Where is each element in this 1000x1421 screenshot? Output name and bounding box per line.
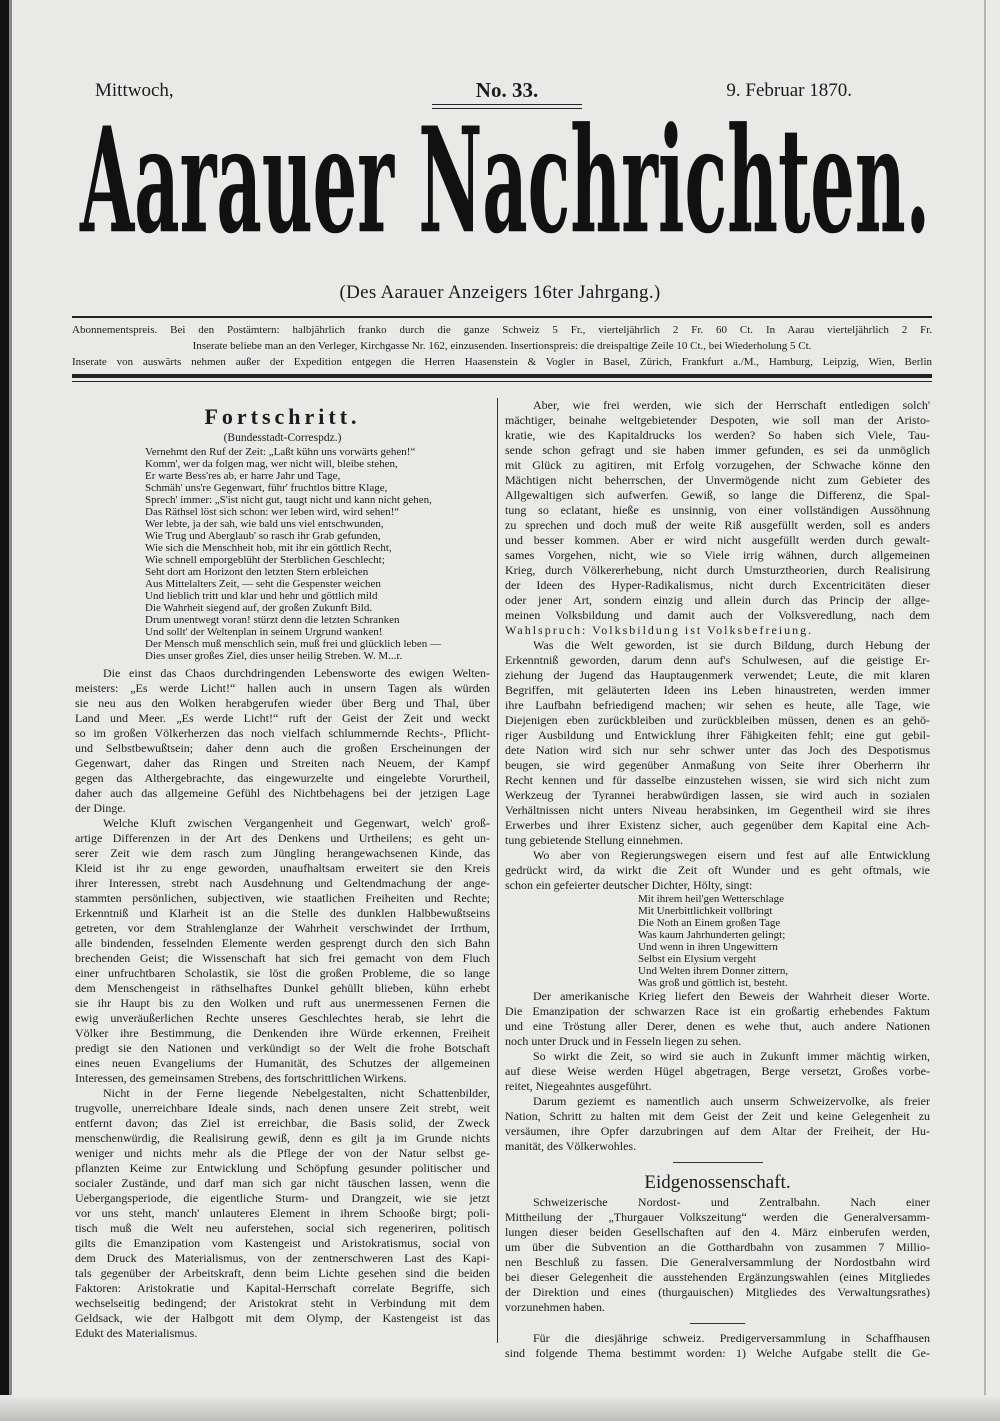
article-byline: (Bundesstadt-Correspdz.)	[223, 432, 342, 444]
text-line: Gegenwart, daher das Ringen und Streiten nach Neuem, der Kampf	[75, 756, 490, 770]
text-line: artige Differenzen in der Art des Denkens und Urtheilens; es geht un-	[75, 831, 490, 845]
poem-line: Wie sich die Menschheit hob, mit ihr ein göttlich Recht,	[145, 542, 392, 554]
poem-line: Sprech' immer: „S'ist nicht gut, taugt nicht und kann nicht gehen,	[145, 494, 432, 506]
text-line: bei dieser Gelegenheit die ausstehenden Ergänzungswahlen (eines Mitgliedes	[505, 1270, 930, 1284]
poem-line: Wie schnell emporgeblüht der Sterblichen Geschlecht;	[145, 554, 385, 566]
text-line: getreten, vor dem Strahlenglanze der Wahrheit verschwindet der Irrthum,	[75, 921, 490, 935]
text-line: schon ein gefeierter deutscher Dichter, Hölty, singt:	[505, 878, 753, 892]
text-line: serer Zeit wie dem rasch zum Jüngling herangewachsenen Kinde, das	[75, 846, 490, 860]
text-line: Faktoren: Aristokratie und Kapital-Herrschaft correlate Begriffe, sich	[75, 1281, 490, 1295]
text-line: Werkzeug der Tyrannei herabwürdigen lassen, sie wird auch in sozialen	[505, 788, 930, 802]
text-line: sende schon gefragt und sie haben immer gefunden, es sei da unmöglich	[505, 443, 930, 457]
text-line: Nicht in der Ferne liegende Nebelgestalten, nicht Schattenbilder,	[103, 1086, 490, 1100]
text-line: pflanzten Keime zur Entwicklung und Schöpfung gesunder politischer und	[75, 1161, 490, 1175]
poem-line: Drum unentwegt voran! stürzt denn die letzten Schranken	[145, 614, 400, 626]
agents-info: Inserate von auswärts nehmen außer der Expedition entgegen die Herren Haasenstein & Vogler in Basel, Zürich, Frankfurt a./M., Hamburg, Leipzig, Wien, Berlin	[72, 356, 932, 368]
text-line: auf diese Weise werden Hügel abgetragen, Berge versetzt, Großes vorbe-	[505, 1064, 930, 1078]
text-line: nen Beschluß zu fassen. Die Generalversammlung der Nordostbahn wird	[505, 1255, 930, 1269]
text-line: daher auch das allgemeine Gefühl des Nichtbehagens bei der jetzigen Lage	[75, 786, 490, 800]
text-line: der Direktion und eines (thurgauischen) Mitgliedes des Verwaltungsrathes)	[505, 1285, 930, 1299]
text-line: gedrückt wird, da wirkt die Zeit oft Wunder und es geht oftmals, wie	[505, 863, 930, 877]
text-line: und besser kommen. Aber er wird nicht ausgefüllt werden durch gewalt-	[505, 533, 930, 547]
text-line: socialer Zustände, und darf man sich gar nicht täuschen lassen, wenn die	[75, 1176, 490, 1190]
text-line: lungen dieser beiden Gesellschaften auf den 4. März einberufen werden,	[505, 1225, 930, 1239]
scan-edge-right	[984, 0, 986, 1421]
text-line: versäumen, ihre Opfer darzubringen auf dem Altar der Freiheit, der Hu-	[505, 1124, 930, 1138]
text-line: Interessen, des gemeinsamen Strebens, des fortschrittlichen Wirkens.	[75, 1071, 407, 1085]
text-line: sind folgende Thema bestimmt worden: 1) Welche Aufgabe stellt die Ge-	[505, 1346, 930, 1360]
poem-block	[505, 893, 930, 989]
text-line: Kleid ist ihr zu enge geworden, unaufhaltsam erweitert sie den Kreis	[75, 861, 490, 875]
paragraph	[505, 1195, 930, 1315]
text-line: Völker ihre Bestimmung, die Denkenden ihre Würde erkennen, Freiheit	[75, 1026, 490, 1040]
text-line: ihre Laufbahn befriedigend machen; wir sehen es heute, alle Tage, wie	[505, 698, 930, 712]
masthead-subtitle: (Des Aarauer Anzeigers 16ter Jahrgang.)	[339, 282, 661, 303]
article-title: Fortschritt.	[204, 404, 361, 429]
masthead-title: Aarauer Nachrichten.	[80, 94, 931, 267]
poem-line: Wer lebte, ja der sah, wie bald uns viel entschwunden,	[145, 518, 384, 530]
text-line: Erkenntniß und Klarheit ist an die Stelle des dunklen Halbbewußtseins	[75, 906, 490, 920]
text-line: tung so eclatant, hieße es unsinnig, von einer vollständigen Aussöhnung	[505, 503, 930, 517]
poem-line: Der Mensch muß menschlich sein, muß frei und glücklich leben —	[145, 638, 442, 650]
text-line: Begriffen, mit geläuterten Ideen ins Leben hinaustreten, werden immer	[505, 683, 930, 697]
scan-edge-shadow	[9, 0, 12, 1421]
divider	[72, 374, 932, 378]
text-line: sames Vorgehen, nicht, wie so Viele irrig wähnen, durch allgemeinen	[505, 548, 930, 562]
poem-line: Mit Unerbittlichkeit vollbringt	[638, 905, 773, 917]
poem-line: Und Welten ihrem Donner zittern,	[638, 965, 789, 977]
poem-line: Und lieblich tritt und klar und hehr und göttlich mild	[145, 590, 378, 602]
text-line: Nation, Schritt zu halten mit dem Geist der Zeit und keine Gelegenheit zu	[505, 1109, 930, 1123]
text-line: Allgewaltigen sich aufwerfen. Gewiß, so lange die Differenz, die Spal-	[505, 488, 930, 502]
text-line: Geldsack, wie der Halbgott mit dem Olymp, der Kastengeist ist das	[75, 1311, 490, 1325]
text-line: tals gegenüber der Arbeitskraft, denn beim Lichte gesehen sind die beiden	[75, 1266, 490, 1280]
text-line: manität, des Völkerwohles.	[505, 1139, 637, 1153]
text-line: ihrer Interessen, strebt nach Ausdehnung und Geltendmachung der ange-	[75, 876, 490, 890]
poem-line: Wie Trug und Aberglaub' so rasch ihr Grab gefunden,	[145, 530, 381, 542]
issue-date: 9. Februar 1870.	[726, 80, 852, 101]
text-line: meinen Volksbildung und damit auch der Volksveredlung, nach dem	[505, 608, 930, 622]
text-line: Land und Meer. „Es werde Licht!“ ruft der Geist der Zeit und weckt	[75, 711, 490, 725]
text-line: Recht kennen und für dasselbe einzustehen wissen, sie wird sich nicht zum	[505, 773, 930, 787]
paragraph	[75, 816, 490, 1086]
text-line: riger Ausbildung und Entwicklung ihrer Fähigkeiten fehlt; eine gut gebil-	[505, 728, 930, 742]
text-line: Diejenigen eben zurückbleiben und zurückbleiben müssen, denen es an gehö-	[505, 713, 930, 727]
text-line: Aber, wie frei werden, wie sich der Herrschaft entledigen solch'	[533, 398, 930, 412]
short-divider	[690, 1323, 745, 1324]
poem-line: Die Wahrheit siegend auf, der großen Zukunft Bild.	[145, 602, 373, 614]
text-line: Mächtigen nicht beherrschen, der Unvermögende nicht zum Gebieter des	[505, 473, 930, 487]
text-line: weniger und nichts mehr als die Pflege der von der Natur selbst ge-	[75, 1146, 490, 1160]
divider	[72, 316, 932, 318]
column-divider	[497, 398, 498, 1343]
text-line: sie ihr Haupt bis zu den Wolken und ruft aus unermessenen Fernen die	[75, 996, 490, 1010]
poem-line: Dies unser großes Ziel, dies unser heilig Streben. W. M...r.	[145, 650, 403, 662]
poem-block	[75, 446, 490, 662]
text-line: dem Druck des Materialismus, von der zentnerschweren Last des Kapi-	[75, 1251, 490, 1265]
paragraph	[505, 1049, 930, 1094]
poem-line: Und sollt' der Weltenplan in seinem Urgrund wanken!	[145, 626, 383, 638]
paragraph	[505, 1094, 930, 1154]
text-line: Uebergangsperiode, die eigentliche Sturm- und Drangzeit, wie sie jetzt	[75, 1191, 490, 1205]
text-line: Darum geziemt es namentlich auch unserm Schweizervolke, als freier	[533, 1094, 930, 1108]
scan-edge-left	[0, 0, 9, 1421]
text-line: einer unfruchtbaren Scholastik, sie löst die großen Probleme, die so lange	[75, 966, 490, 980]
advertising-info: Inserate beliebe man an den Verleger, Kirchgasse Nr. 162, einzusenden. Insertionspreis: die dreispaltige Zeile 10 Ct., bei Wiederholung 5 Ct.	[192, 340, 812, 352]
text-line: ewig unveräußerlichen Rechte unseres Geschlechtes herab, sie lehrt die	[75, 1011, 490, 1025]
poem-line: Und wenn in ihren Ungewittern	[638, 941, 778, 953]
short-divider	[673, 1162, 763, 1163]
text-line: Welche Kluft zwischen Vergangenheit und Gegenwart, welch' groß-	[103, 816, 490, 830]
text-line: Wahlspruch: Volksbildung ist Volksbefreiung.	[505, 623, 814, 637]
text-line: ziehung der Jugend das Hauptaugenmerk verwendet; Leute, die mit klaren	[505, 668, 930, 682]
masthead	[80, 94, 931, 267]
poem-line: Seht dort am Horizont den letzten Stern erbleichen	[145, 566, 369, 578]
text-line: Krieg, durch Völkererhebung, nicht durch Umsturztheorien, durch Realisirung	[505, 563, 930, 577]
text-line: oder jener Art, sondern einzig und allein durch das Princip der allge-	[505, 593, 930, 607]
text-line: meisters: „Es werde Licht!“ hallen auch in unsern Tagen als würden	[75, 681, 490, 695]
text-line: Verhältnissen nicht unters Niveau herabsinken, im Gegentheil wird sie ihres	[505, 803, 930, 817]
divider	[72, 381, 932, 382]
poem-line: Selbst ein Elysium vergeht	[638, 953, 757, 965]
text-line: sie neu aus den Wolken herabgerufen wieder über Berg und Thal, über	[75, 696, 490, 710]
poem-line: Aus Mittelalters Zeit, — seht die Gespenster weichen	[145, 578, 381, 590]
text-line: Erkenntniß geworden, darum denn auf's Schulwesen, auf die geistige Er-	[505, 653, 930, 667]
text-line: Was die Welt geworden, ist sie durch Bildung, durch Hebung der	[533, 638, 930, 652]
text-line: tisch muß die Welt neu auferstehen, social sich regeneriren, politisch	[75, 1221, 490, 1235]
poem-line: Was groß und göttlich ist, besteht.	[638, 977, 788, 989]
paragraph	[505, 638, 930, 848]
text-line: der Dinge.	[75, 801, 126, 815]
paragraph	[505, 398, 930, 638]
text-line: brechenden Geist; die Wissenschaft hat sich frei gemacht von dem Fluch	[75, 951, 490, 965]
text-line: Mittheilung der „Thurgauer Volkszeitung“ werden die Generalversamm-	[505, 1210, 930, 1224]
text-line: vor uns steht, manch' unlauteres Element in ihrem Schooße birgt; poli-	[75, 1206, 490, 1220]
text-line: gilts die Emanzipation vom Kastengeist und Aristokratismus, social von	[75, 1236, 490, 1250]
text-line: noch unter Druck und in Fesseln liegen zu sehen.	[505, 1034, 742, 1048]
text-line: eines neuen Evangeliums der Humanität, des Schutzes der allgemeinen	[75, 1056, 490, 1070]
text-line: menschenwürdig, die Realisirung gewiß, denn es gilt ja im Grunde nichts	[75, 1131, 490, 1145]
text-line: dem Menschengeist in räthselhaftes Dunkel gehüllt blieben, kühn erhebt	[75, 981, 490, 995]
poem-line: Das Räthsel löst sich schon: wer leben wird, wird sehen!“	[145, 506, 400, 518]
text-line: dete Nation wird sich nur sehr schwer unter das Joch des Despotismus	[505, 743, 930, 757]
paragraph	[505, 989, 930, 1049]
text-line: der Ideen des Hyper-Radikalismus, nicht durch Excentricitäten dieser	[505, 578, 930, 592]
text-line: So wirkt die Zeit, so wird sie auch in Zukunft immer mächtig wirken,	[533, 1049, 930, 1063]
column-right	[505, 398, 930, 1361]
text-line: um über die Subvention an die Gotthardbahn von zusammen 7 Millio-	[505, 1240, 930, 1254]
issue-number: No. 33.	[475, 78, 539, 102]
text-line: und eine Tröstung aller Derer, denen es wehe thut, auch andere Nationen	[505, 1019, 930, 1033]
paragraph	[505, 848, 930, 893]
text-line: Wo aber von Regierungswegen eisern und fest auf alle Entwicklung	[533, 848, 930, 862]
paragraph	[75, 666, 490, 816]
text-line: stammten persönlichen, subjectiven, wie staatlichen Freiheiten und Rechte;	[75, 891, 490, 905]
section-heading: Eidgenossenschaft.	[644, 1172, 791, 1193]
text-line: so im großen Völkerherzen das noch vielfach schlummernde Rechts-, Pflicht-	[75, 726, 490, 740]
text-line: reitet, Niegeahntes ausgeführt.	[505, 1079, 652, 1093]
subscription-info: Abonnementspreis. Bei den Postämtern: halbjährlich franko durch die ganze Schweiz 5 Fr., vierteljährlich 2 Fr. 60 Ct. In Aarau vierteljährlich 2 Fr.	[72, 324, 932, 336]
text-line: tung gebietende Stellung einnehmen.	[505, 833, 683, 847]
text-line: Edukt des Materialismus.	[75, 1326, 198, 1340]
text-line: zu sprechen und doch muß der weite Riß ausgefüllt werden, soll es anders	[505, 518, 930, 532]
paragraph	[505, 1331, 930, 1361]
text-line: Schweizerische Nordost- und Zentralbahn. Nach einer	[533, 1195, 930, 1209]
column-left	[75, 398, 490, 1341]
text-line: alle bindenden, fesselnden Elemente werden gesprengt durch den sich Bahn	[75, 936, 490, 950]
poem-line: Er warte Bess'res ab, er harre Jahr und Tage,	[145, 470, 341, 482]
text-line: Erwerbes und ihrer Existenz sicher, auch gegenüber dem Kapital eine Ach-	[505, 818, 930, 832]
text-line: mit Glück zu agitiren, mit Erfolg vorzugehen, der Schwache könne den	[505, 458, 930, 472]
scan-edge-bottom	[0, 1395, 1000, 1421]
text-line: Die Emanzipation der schwarzen Race ist ein großartig erhebendes Faktum	[505, 1004, 930, 1018]
poem-line: Mit ihrem heil'gen Wetterschlage	[638, 893, 784, 905]
text-line: trugvolle, unerreichbare Ideale sinds, nach denen unsere Zeit strebt, weit	[75, 1101, 490, 1115]
text-line: Der amerikanische Krieg liefert den Beweis der Wahrheit dieser Worte.	[533, 989, 930, 1003]
text-line: beugen, sie wird gegenüber Anmaßung von Seite ihrer Oberherrn ihr	[505, 758, 930, 772]
paragraph	[75, 1086, 490, 1341]
text-line: entfernt davon; das Ziel ist erreichbar, die Basis solid, der Zweck	[75, 1116, 490, 1130]
weekday: Mittwoch,	[95, 80, 174, 101]
poem-line: Schmäh' uns're Gegenwart, führ' fruchtlos bittre Klage,	[145, 482, 388, 494]
text-line: wechselseitig bedingend; der Aristokrat steht in Verbindung mit dem	[75, 1296, 490, 1310]
text-line: mächtiger, beinahe weltgebietender Despoten, wie soll man der Aristo-	[505, 413, 930, 427]
poem-line: Was kaum Jahrhunderten gelingt;	[638, 929, 786, 941]
poem-line: Die Noth an Einem großen Tage	[638, 917, 781, 929]
text-line: Die einst das Chaos durchdringenden Lebensworte des ewigen Welten-	[103, 666, 490, 680]
text-line: gegen das Althergebrachte, das eingewurzelte und eingelebte Vorurtheil,	[75, 771, 490, 785]
text-line: und Selbstbewußtsein; daher denn auch die großen Erscheinungen der	[75, 741, 490, 755]
text-line: Für die diesjährige schweiz. Predigerversammlung in Schaffhausen	[533, 1331, 930, 1345]
text-line: kratie, wie des Kapitaldrucks los werden? So haben sich Viele, Tau-	[505, 428, 930, 442]
text-line: vorzunehmen haben.	[505, 1300, 605, 1314]
poem-line: Komm', wer da folgen mag, wer nicht will, bleibe stehen,	[145, 458, 398, 470]
text-line: predigt sie den Nationen und verkündigt so der Welt die frohe Botschaft	[75, 1041, 490, 1055]
poem-line: Vernehmt den Ruf der Zeit: „Laßt kühn uns vorwärts gehen!“	[145, 446, 416, 458]
